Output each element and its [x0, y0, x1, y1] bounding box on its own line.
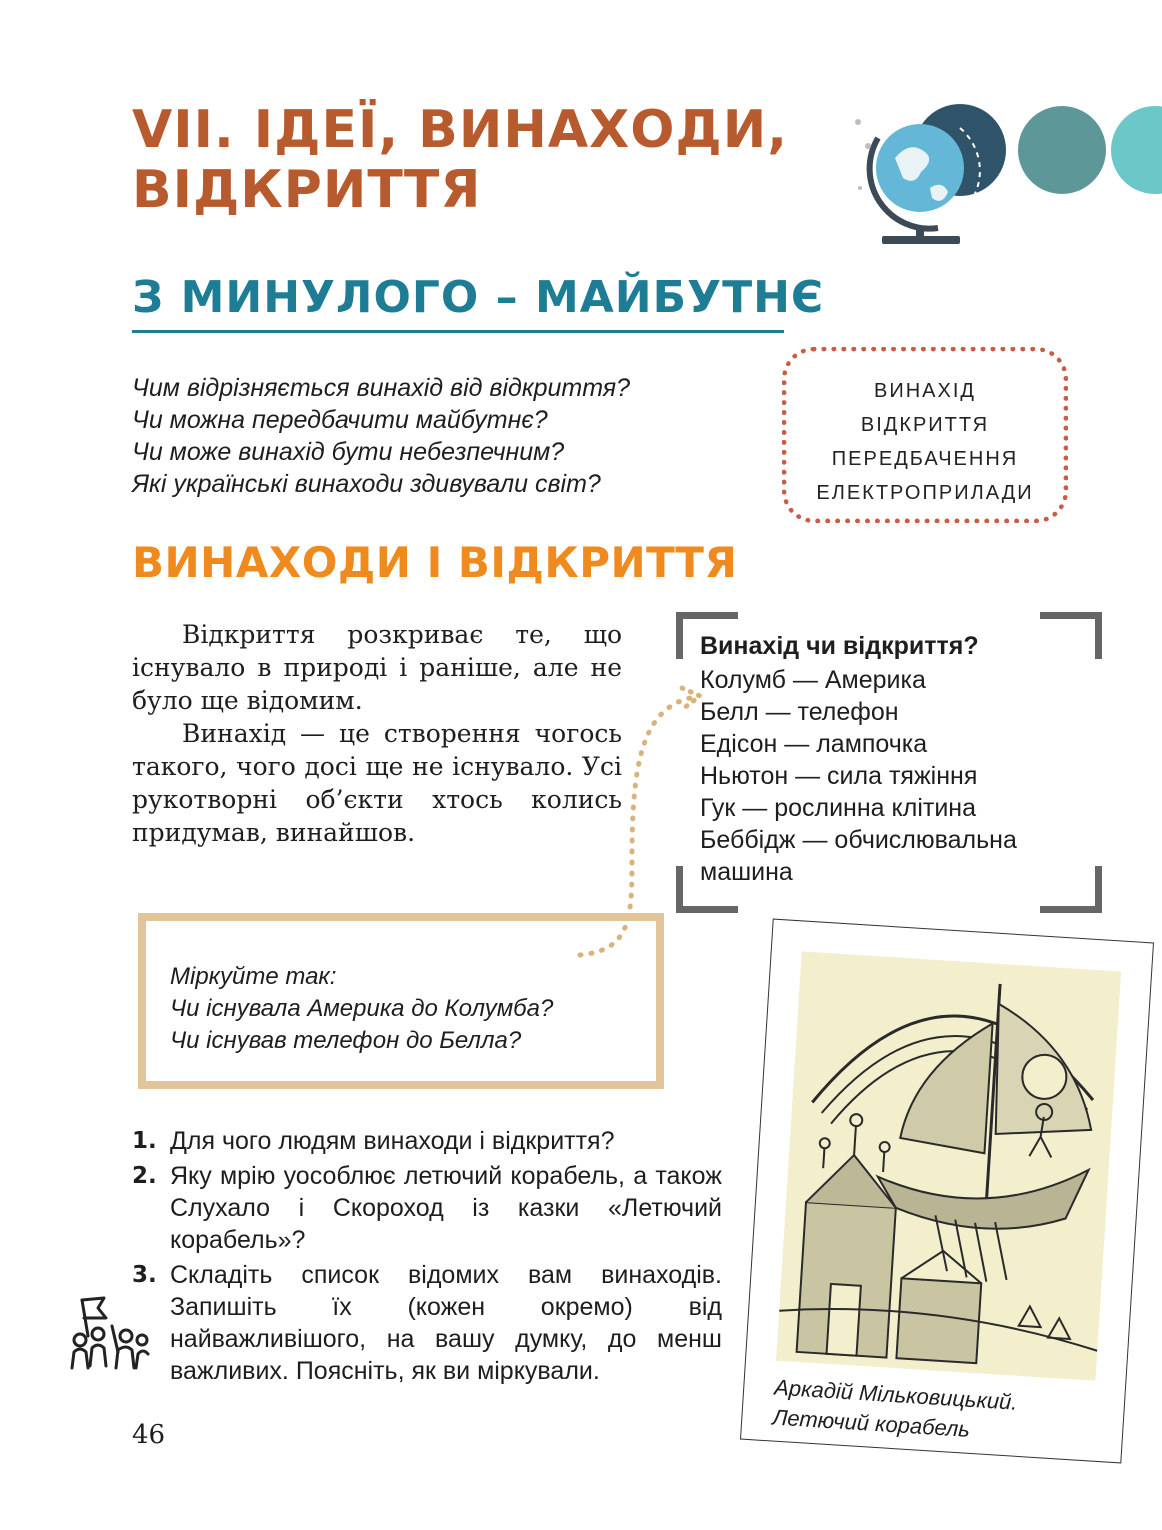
task-text: Для чого людям винаходи і відкриття? — [170, 1127, 615, 1155]
task-number: 1. — [132, 1128, 157, 1154]
paragraph: Винахід — це створення чогось такого, чого досі ще не існувало. Усі рукотворні об’єкти хтось колись придумав, винайшов. — [132, 719, 622, 847]
illustration-card — [740, 919, 1154, 1464]
quiz-item: Ньютон — сила тяжіння — [700, 762, 978, 790]
chapter-title: VII. ІДЕЇ, ВИНАХОДИ, ВІДКРИТТЯ — [132, 100, 788, 220]
section-underline — [132, 330, 784, 333]
think-line: Чи існувала Америка до Колумба? — [170, 995, 554, 1022]
keywords-box — [782, 347, 1068, 523]
question: Чи можна передбачити майбутнє? — [132, 406, 548, 434]
think-lead: Міркуйте так: — [170, 963, 337, 990]
keyword: ЕЛЕКТРОПРИЛАДИ — [816, 482, 1034, 504]
caption-title: Летючий корабель — [771, 1404, 971, 1442]
task-number: 2. — [132, 1163, 157, 1189]
flying-ship-engraving — [776, 951, 1121, 1380]
quiz-item: Белл — телефон — [700, 698, 899, 726]
quiz-title: Винахід чи відкриття? — [700, 632, 979, 660]
quiz-item: Едісон — лампочка — [700, 730, 928, 758]
illustration-caption — [771, 1373, 1018, 1448]
task-list — [132, 1125, 722, 1390]
globe-icon — [850, 98, 1162, 248]
caption-author: Аркадій Мільковицький. — [773, 1374, 1019, 1415]
paragraph: Відкриття розкриває те, що існувало в природі і раніше, але не було ще відомим. — [132, 620, 622, 715]
flying-ship-image — [776, 951, 1121, 1380]
keyword: ВІДКРИТТЯ — [860, 414, 990, 436]
task-text: Яку мрію уособлює летючий корабель, а також Слухало і Скороход із казки «Летючий корабель»? — [170, 1162, 722, 1254]
keyword: ПЕРЕДБАЧЕННЯ — [831, 448, 1019, 470]
think-box — [138, 913, 664, 1089]
keyword: ВИНАХІД — [874, 380, 976, 402]
page-number: 46 — [132, 1420, 166, 1450]
topic-title: ВИНАХОДИ І ВІДКРИТТЯ — [132, 538, 738, 587]
task-number: 3. — [132, 1262, 157, 1288]
think-line: Чи існував телефон до Белла? — [170, 1027, 522, 1054]
task-item — [132, 1125, 722, 1157]
section-title: З МИНУЛОГО – МАЙБУТНЄ — [132, 272, 825, 323]
quiz-box — [700, 630, 1080, 888]
quiz-item: Колумб — Америка — [700, 666, 926, 694]
group-work-icon — [68, 1296, 150, 1370]
body-text — [132, 618, 622, 849]
quiz-item: Беббідж — обчислювальна машина — [700, 826, 1017, 886]
intro-questions — [132, 372, 752, 500]
task-text: Складіть список відомих вам винаходів. Запишіть їх (кожен окремо) від найважливішого, на вашу думку, до менш важливих. Поясніть, як ви міркували. — [170, 1261, 722, 1385]
task-item — [132, 1259, 722, 1387]
quiz-item: Гук — рослинна клітина — [700, 794, 977, 822]
task-item — [132, 1160, 722, 1256]
question: Чим відрізняється винахід від відкриття? — [132, 374, 631, 402]
question: Які українські винаходи здивували світ? — [132, 470, 601, 498]
question: Чи може винахід бути небезпечним? — [132, 438, 565, 466]
